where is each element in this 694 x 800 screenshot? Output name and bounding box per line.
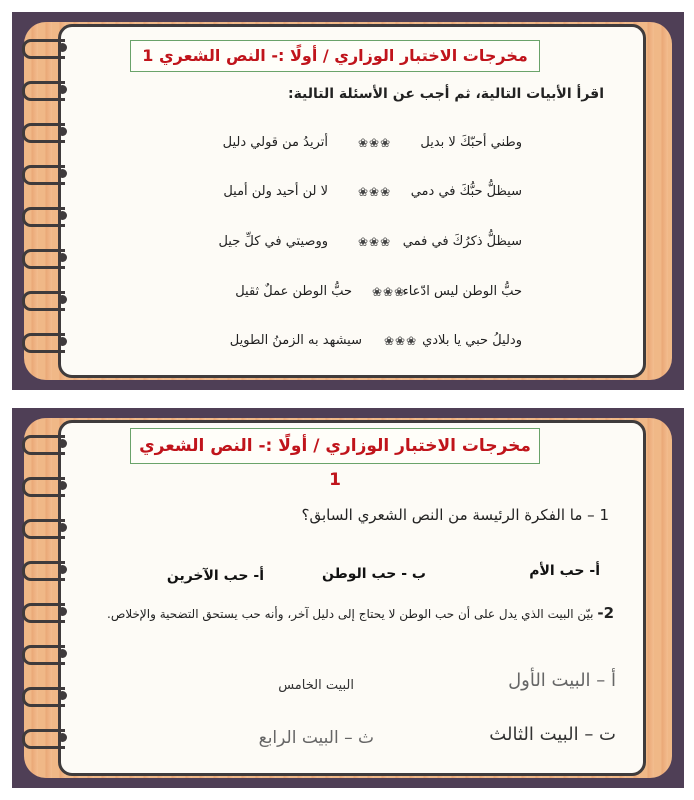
notebook-page: [58, 24, 646, 378]
verse-first-half: سيظلُّ ذكرُكَ في فمي: [402, 234, 522, 249]
question-2: [94, 604, 614, 623]
ring-icon: [22, 122, 72, 140]
ring-icon: [22, 560, 72, 578]
spiral-binding: [22, 24, 78, 378]
question-2-number: 2-: [597, 604, 614, 622]
flower-separator-icon: ❀❀❀: [358, 185, 392, 199]
q2-option-a: أ – البيت الأول: [508, 670, 616, 691]
flower-separator-icon: ❀❀❀: [372, 285, 406, 299]
verse-second-half: ووصيتي في كلِّ جيل: [218, 234, 328, 249]
notebook-page: [58, 420, 646, 776]
slide-1: [12, 12, 684, 390]
flower-separator-icon: ❀❀❀: [358, 136, 392, 150]
question-2-text: بيّن البيت الذي يدل على أن حب الوطن لا يحتاج إلى دليل آخر، وأنه حب يستحق التضحية والإخلاص.: [107, 607, 594, 621]
ring-icon: [22, 38, 72, 56]
verse-second-half: لا لن أحيد ولن أميل: [223, 184, 328, 199]
ring-icon: [22, 248, 72, 266]
slide-title: مخرجات الاختبار الوزاري / أولًا :- النص الشعري 1: [130, 428, 540, 464]
q2-option-d: ث – البيت الرابع: [258, 728, 374, 748]
spiral-binding: [22, 420, 78, 776]
ring-icon: [22, 290, 72, 308]
ring-icon: [22, 164, 72, 182]
flower-separator-icon: ❀❀❀: [384, 334, 418, 348]
ring-icon: [22, 518, 72, 536]
verse-second-half: سيشهد به الزمنُ الطويل: [229, 333, 362, 348]
verse-second-half: أتريدُ من قولي دليل: [222, 135, 328, 150]
q1-option-b: ب - حب الوطن: [321, 566, 426, 582]
ring-icon: [22, 332, 72, 350]
verse-first-half: سيظلُّ حبُّكَ في دمي: [410, 184, 522, 199]
instruction: اقرأ الأبيات التالية، ثم أجب عن الأسئلة التالية:: [287, 86, 604, 102]
flower-separator-icon: ❀❀❀: [358, 235, 392, 249]
ring-icon: [22, 728, 72, 746]
verse-first-half: وطني أحبّكَ لا بديل: [420, 135, 522, 150]
q2-option-c: ت – البيت الثالث: [489, 724, 616, 745]
verse-first-half: ودليلُ حبي يا بلادي: [422, 333, 522, 348]
q1-option-c: أ- حب الآخرين: [166, 568, 264, 584]
verse-first-half: حبُّ الوطن ليس ادّعاء: [402, 284, 522, 299]
ring-icon: [22, 206, 72, 224]
slide-2: [12, 408, 684, 788]
question-1: 1 – ما الفكرة الرئيسة من النص الشعري السابق؟: [301, 506, 609, 524]
ring-icon: [22, 476, 72, 494]
ring-icon: [22, 434, 72, 452]
ring-icon: [22, 686, 72, 704]
slide-title: مخرجات الاختبار الوزاري / أولًا :- النص الشعري 1: [130, 40, 540, 72]
ring-icon: [22, 80, 72, 98]
verse-second-half: حبُّ الوطن عملٌ ثقيل: [235, 284, 352, 299]
q1-option-a: أ- حب الأم: [529, 563, 600, 579]
ring-icon: [22, 644, 72, 662]
q2-option-b: البيت الخامس: [278, 678, 354, 693]
ring-icon: [22, 602, 72, 620]
